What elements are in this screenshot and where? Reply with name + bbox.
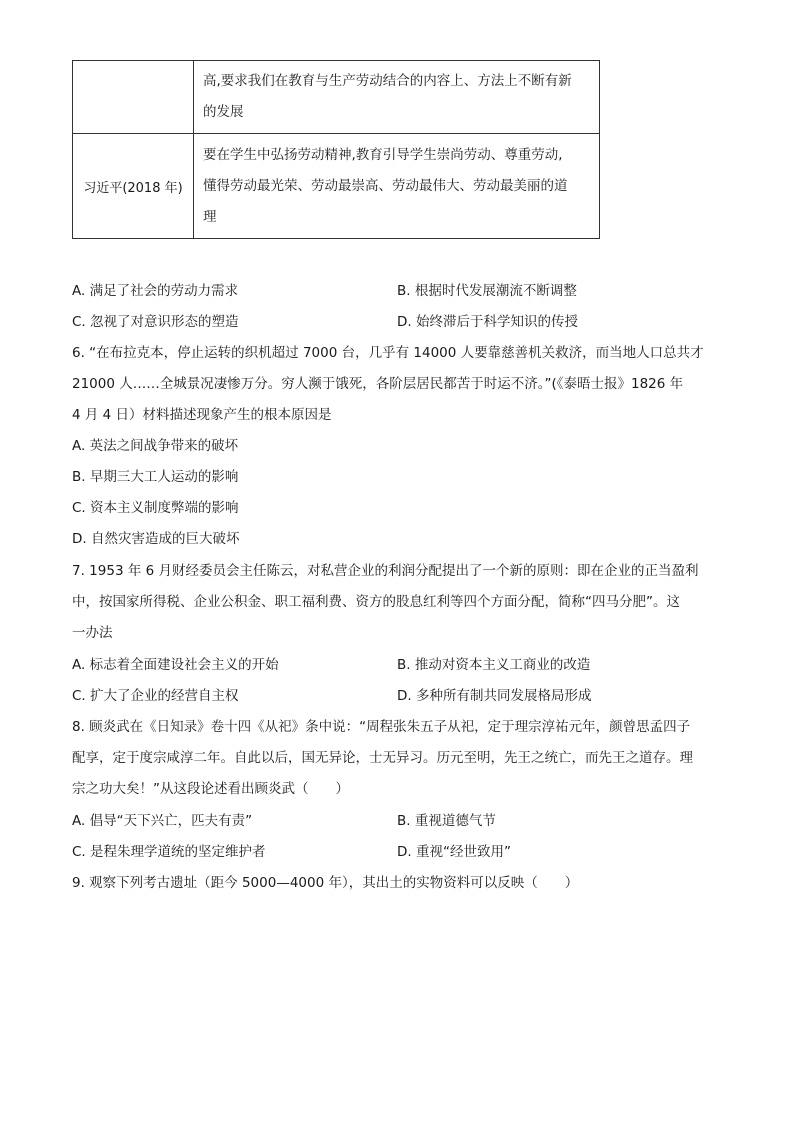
q8-stem-line: 配享，定于度宗咸淳二年。自此以后，国无异论，士无异习。历元至明，先王之统亡，而先王之道存。理 xyxy=(72,750,693,766)
q6-option-b: B. 早期三大工人运动的影响 xyxy=(72,469,239,485)
q6-stem-line: 21000 人……全城景况凄惨万分。穷人濒于饿死，各阶层居民都苦于时运不济。”(《泰晤士报》1826 年 xyxy=(72,376,684,392)
q6-stem-line: 4 月 4 日）材料描述现象产生的根本原因是 xyxy=(72,407,332,423)
q8-stem-line: 宗之功大矣！”从这段论述看出顾炎武（ ） xyxy=(72,781,349,797)
table-cell-content xyxy=(194,134,600,239)
quote-table xyxy=(72,60,600,239)
table-text-line: 的发展 xyxy=(203,104,244,120)
q8-option-c: C. 是程朱理学道统的坚定维护者 xyxy=(72,844,266,860)
q5-option-b: B. 根据时代发展潮流不断调整 xyxy=(397,283,577,299)
q7-stem-line: 7. 1953 年 6 月财经委员会主任陈云，对私营企业的利润分配提出了一个新的原则：即在企业的正当盈利 xyxy=(72,563,699,579)
table-text-line: 高,要求我们在教育与生产劳动结合的内容上、方法上不断有新 xyxy=(203,73,572,89)
table-cell-speaker: 习近平(2018 年) xyxy=(73,134,194,239)
table-cell-content xyxy=(194,61,600,134)
q5-option-a: A. 满足了社会的劳动力需求 xyxy=(72,283,239,299)
q6-option-a: A. 英法之间战争带来的破坏 xyxy=(72,438,239,454)
q8-option-d: D. 重视“经世致用” xyxy=(397,844,511,860)
q9-stem-line: 9. 观察下列考古遗址（距今 5000—4000 年），其出土的实物资料可以反映（ ） xyxy=(72,875,579,891)
table-text-line: 要在学生中弘扬劳动精神,教育引导学生崇尚劳动、尊重劳动, xyxy=(203,146,563,163)
q7-stem-line: 中，按国家所得税、企业公积金、职工福利费、资方的股息红利等四个方面分配，简称“四马分肥”。这 xyxy=(72,594,680,610)
q7-stem-line: 一办法 xyxy=(72,625,113,641)
table-row xyxy=(73,61,600,134)
q7-option-b: B. 推动对资本主义工商业的改造 xyxy=(397,657,591,673)
q7-option-a: A. 标志着全面建设社会主义的开始 xyxy=(72,657,279,673)
q8-stem-line: 8. 顾炎武在《日知录》卷十四《从祀》条中说：“周程张朱五子从祀，定于理宗淳祐元年，颜曾思孟四子 xyxy=(72,719,691,735)
q5-option-c: C. 忽视了对意识形态的塑造 xyxy=(72,314,239,330)
q8-option-b: B. 重视道德气节 xyxy=(397,813,496,829)
q5-option-d: D. 始终滞后于科学知识的传授 xyxy=(397,314,578,330)
q7-option-d: D. 多种所有制共同发展格局形成 xyxy=(397,688,592,704)
q6-option-d: D. 自然灾害造成的巨大破坏 xyxy=(72,531,240,547)
q8-option-a: A. 倡导“天下兴亡，匹夫有责” xyxy=(72,813,253,829)
table-text-line: 理 xyxy=(203,208,217,225)
q6-stem-line: 6. “在布拉克本，停止运转的织机超过 7000 台，几乎有 14000 人要靠慈善机关救济，而当地人口总共才 xyxy=(72,345,704,361)
table-row xyxy=(73,134,600,239)
q6-option-c: C. 资本主义制度弊端的影响 xyxy=(72,500,239,516)
q7-option-c: C. 扩大了企业的经营自主权 xyxy=(72,688,239,704)
table-cell-speaker xyxy=(73,61,194,134)
table-text-line: 懂得劳动最光荣、劳动最崇高、劳动最伟大、劳动最美丽的道 xyxy=(203,177,568,194)
